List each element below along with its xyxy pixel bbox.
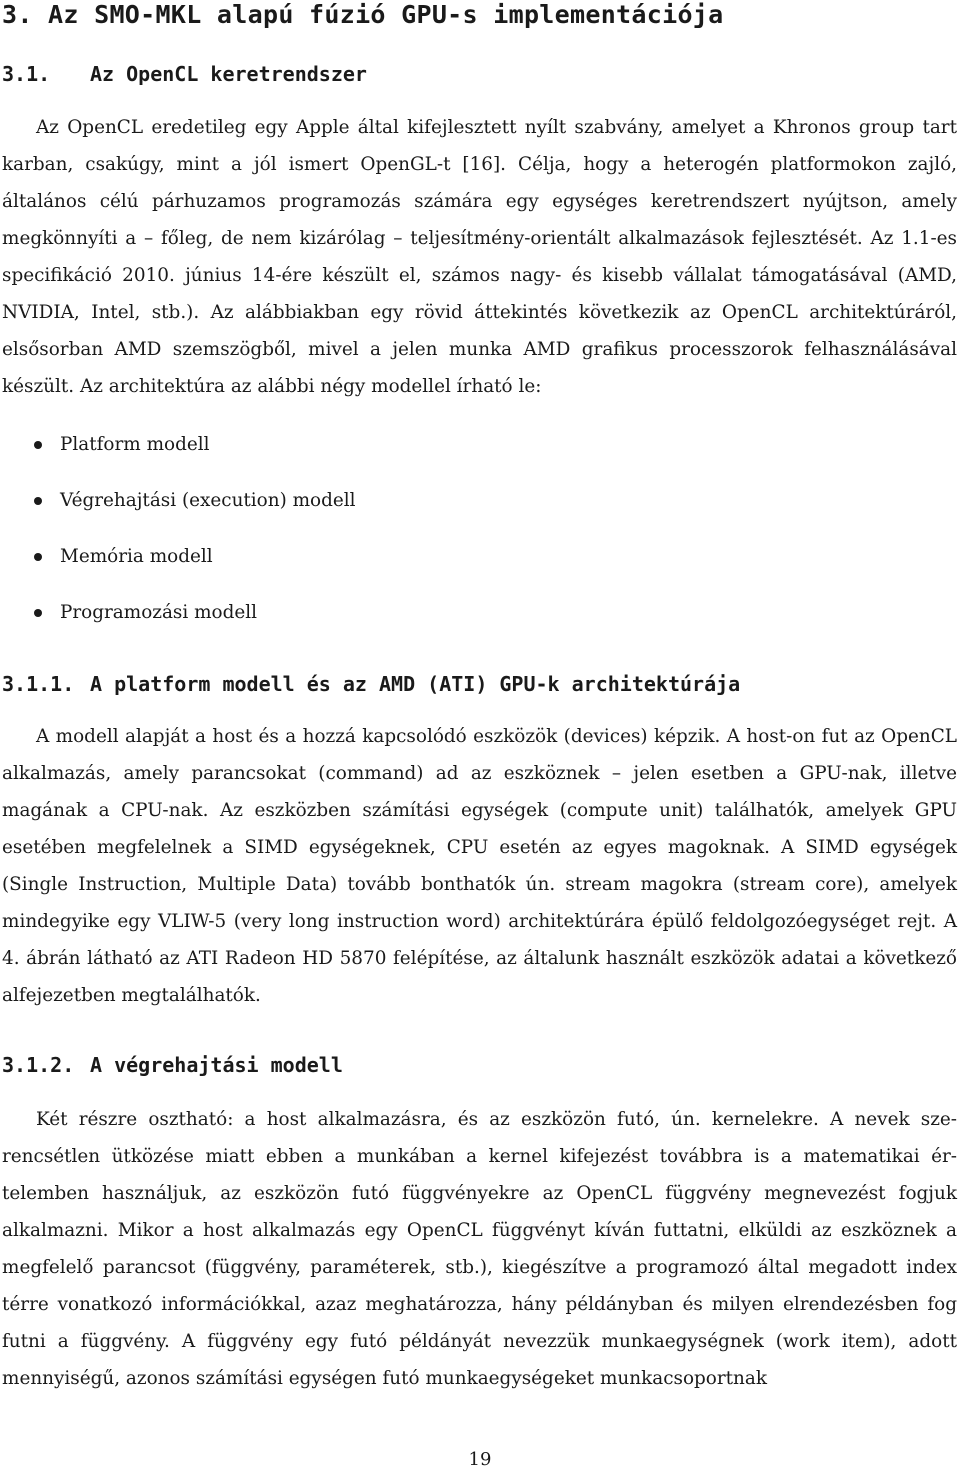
subsubsection-title: A végrehajtási modell xyxy=(90,1053,343,1077)
opencl-intro-paragraph: Az OpenCL eredetileg egy Apple által kifejlesztett nyílt szabvány, amelyet a Khronos group tart karban, csakúgy, mint a jól ismert OpenGL-t [16]. Célja, hogy a heterogén platformokon zajló, általános célú párhuzamos programozás számára egy egységes keretrendszert nyújtson, amely megkönnyíti a – főleg, de nem kizárólag – teljesítmény-orientált alkalmazások fejlesztését. Az 1.1-es specifikáció 2010. június 14-ére készült el, számos nagy- és kisebb vállalat támogatásával (AMD, NVIDIA, Intel, stb.). Az alábbiakban egy rövid áttekintés következik az OpenCL architektúráról, elsősorban AMD szemszögből, mivel a jelen munka AMD grafikus processzorok felhasználásával készült. Az architektúra az alábbi négy modellel írható le: xyxy=(2,117,957,397)
subsubsection-number: 3.1.2. xyxy=(2,1053,75,1077)
list-item: Programozási modell xyxy=(30,593,356,649)
list-item: Memória modell xyxy=(30,537,356,593)
model-list xyxy=(30,425,356,649)
subsubsection-title: A platform modell és az AMD (ATI) GPU-k architektúrája xyxy=(90,672,741,696)
page-number: 19 xyxy=(468,1449,492,1470)
execution-model-paragraph: Két részre osztható: a host alkalmazásra, és az eszközön futó, ún. kernelekre. A nevek szerencsétlen ütközése miatt ebben a munkában a kernel kifejezést továbbra is a matematikai értelemben használjuk, az eszközön futó függvényekre az OpenCL függvény megnevezést fogjuk alkalmazni. Mikor a host alkalmazás egy OpenCL függvényt kíván futtatni, elküldi az eszköznek a megfelelő parancsot (függvény, paraméterek, stb.), kiegészítve a programozó által megadott index térre vonatkozó információkkal, azaz meghatározza, hány példányban és milyen elrendezésben fog futni a függvény. A függvény egy futó példányát nevezzük munkaegységnek (work item), adott mennyiségű, azonos számítási egységen futó munkaegységeket munkacsoportnak xyxy=(2,1109,957,1389)
platform-model-paragraph: A modell alapját a host és a hozzá kapcsolódó eszközök (devices) képzik. A host-on fut az OpenCL alkalmazás, amely parancsokat (command) ad az eszköznek – jelen esetben a GPU-nak, illetve magának a CPU-nak. Az eszközben számítási egységek (compute unit) találhatók, amelyek GPU esetében megfelelnek a SIMD egységeknek, CPU esetén az egyes magoknak. A SIMD egységek (Single Instruction, Multiple Data) tovább bonthatók ún. stream magokra (stream core), amelyek mindegyike egy VLIW-5 (very long instruction word) architektúrára épülő feldolgozóegységet rejt. A 4. ábrán látható az ATI Radeon HD 5870 felépítése, az általunk használt eszközök adatai a következő alfejezetben megtalálhatók. xyxy=(2,726,957,1006)
subsubsection-heading-platform xyxy=(2,672,740,696)
bullet-icon xyxy=(34,441,42,449)
subsection-heading xyxy=(2,62,367,86)
section-title: 3. Az SMO-MKL alapú fúzió GPU-s implementációja xyxy=(2,0,724,29)
subsection-number: 3.1. xyxy=(2,62,51,86)
list-item: Végrehajtási (execution) modell xyxy=(30,481,356,537)
subsubsection-heading-execution xyxy=(2,1053,343,1077)
subsection-title: Az OpenCL keretrendszer xyxy=(90,62,367,86)
bullet-icon xyxy=(34,609,42,617)
bullet-icon xyxy=(34,497,42,505)
subsubsection-number: 3.1.1. xyxy=(2,672,75,696)
bullet-icon xyxy=(34,553,42,561)
list-item: Platform modell xyxy=(30,425,356,481)
